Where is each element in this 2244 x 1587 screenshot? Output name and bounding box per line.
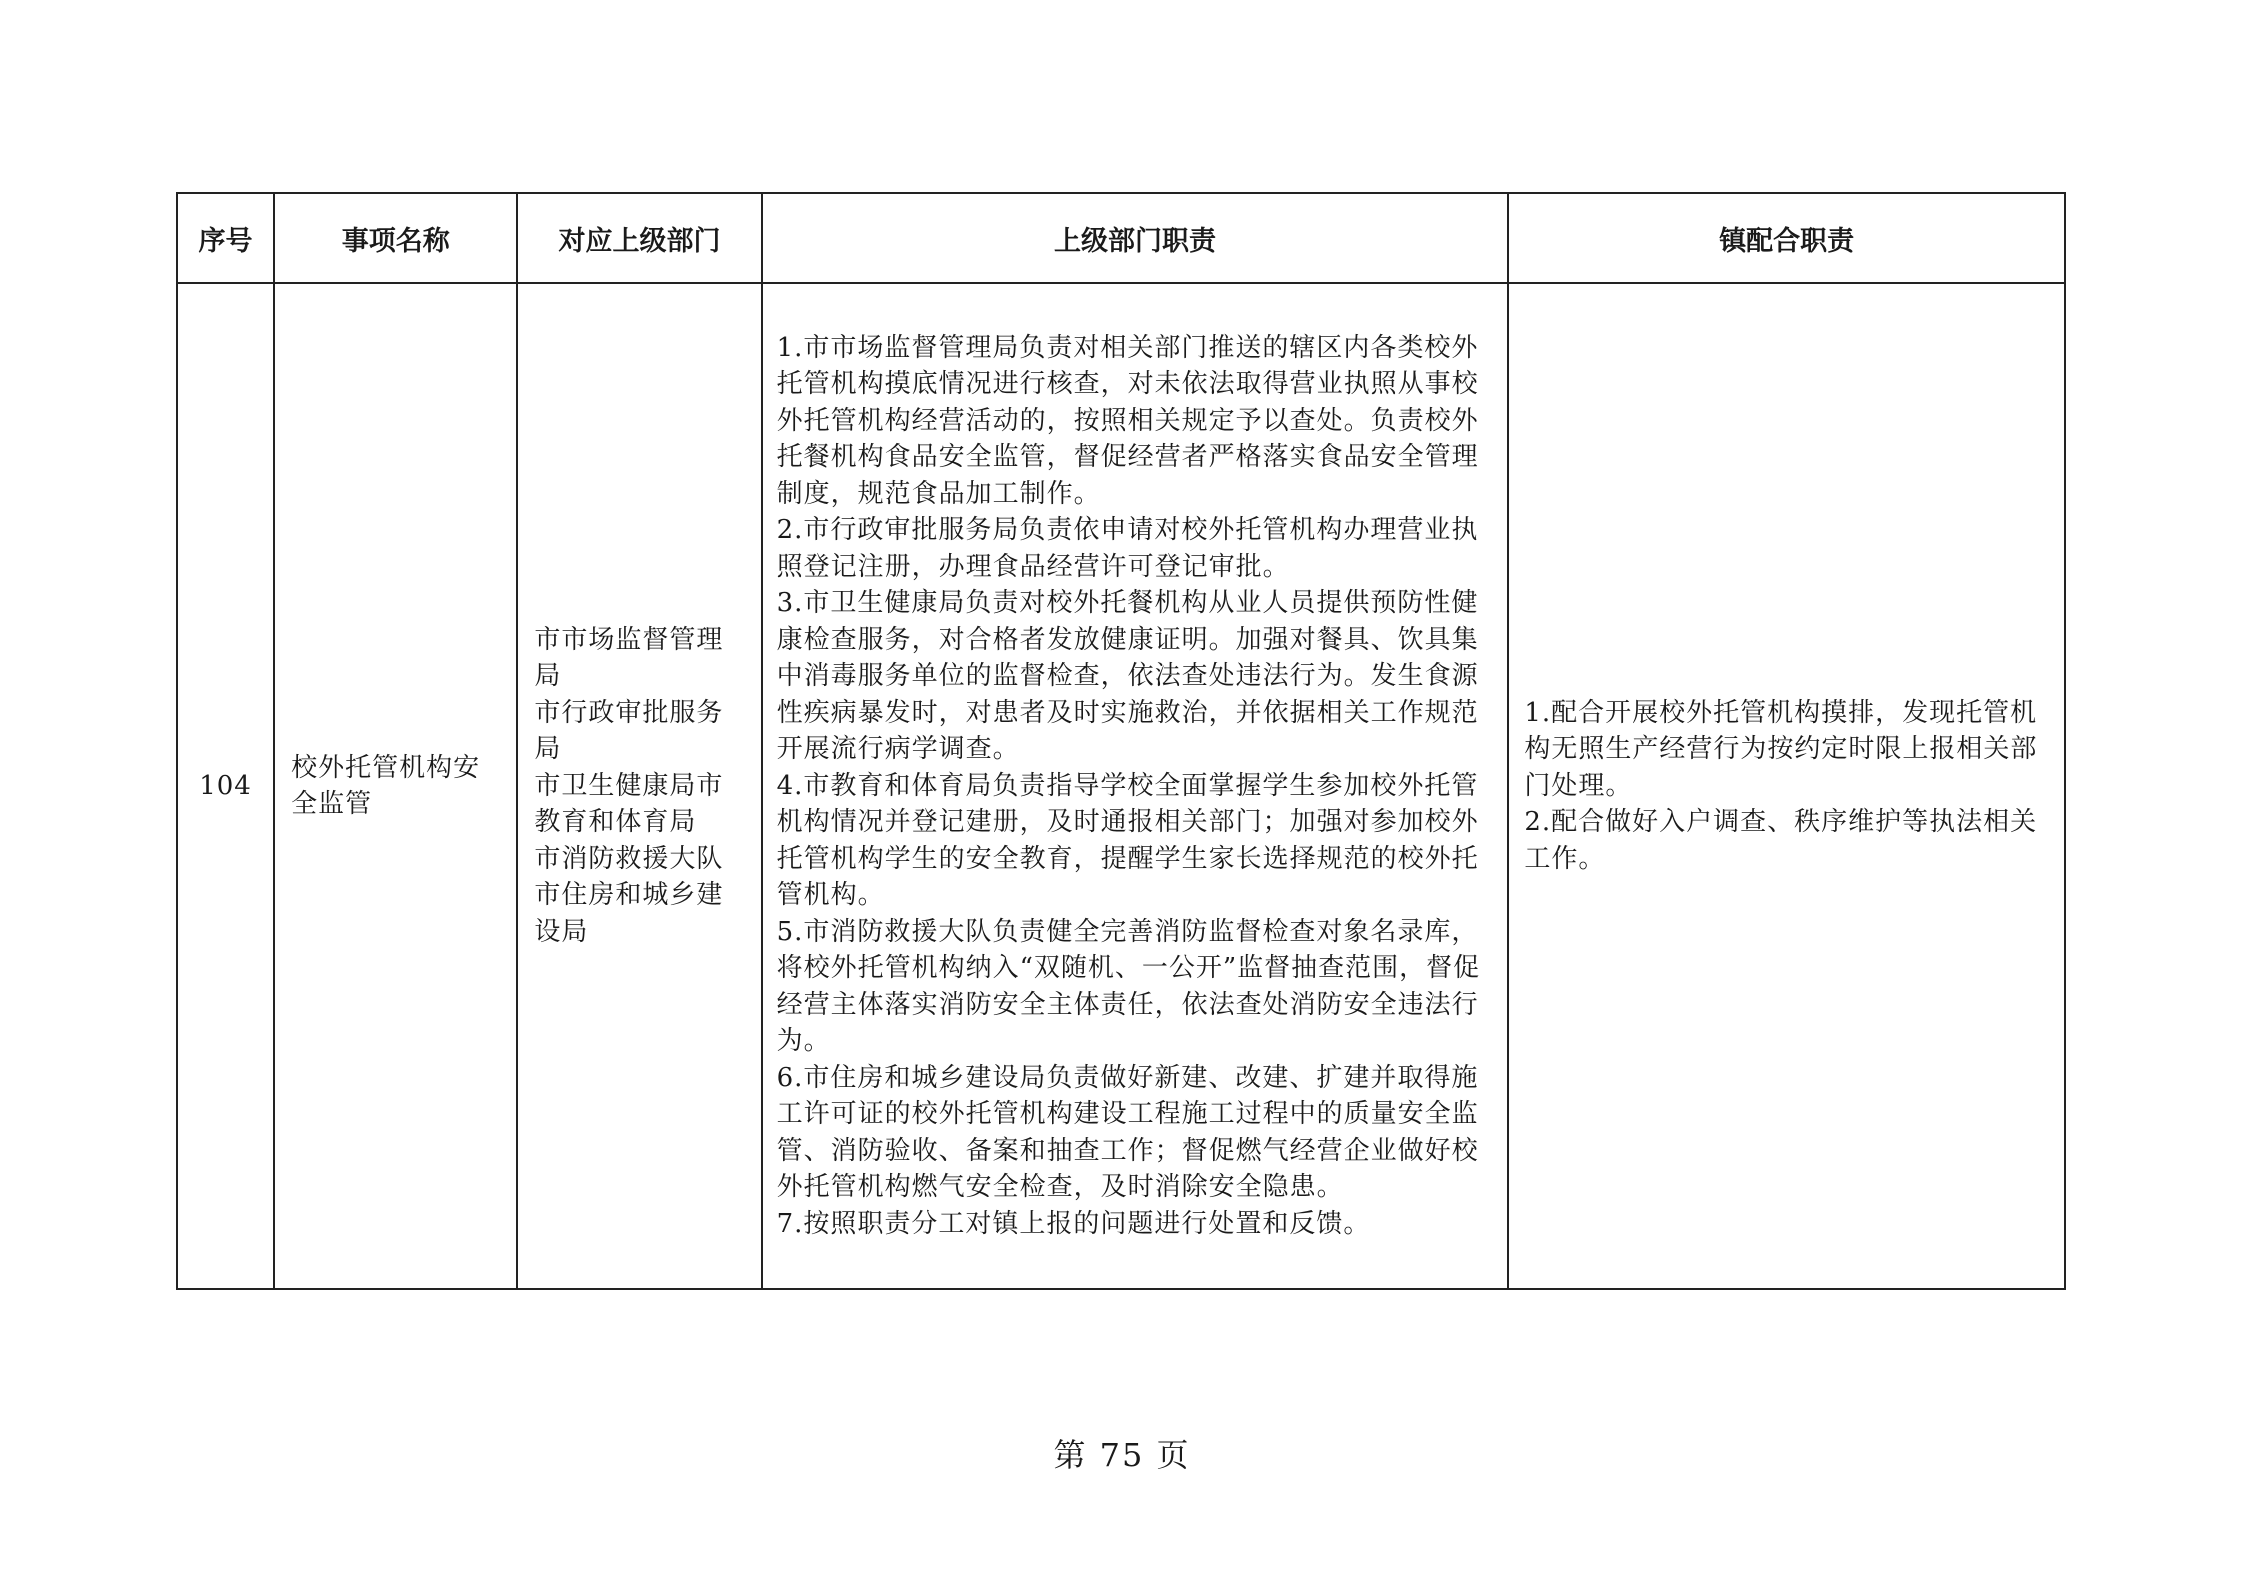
cell-item-name	[274, 283, 517, 1289]
header-seq: 序号	[177, 193, 274, 283]
cell-departments	[517, 283, 761, 1289]
department-item: 市行政审批服务局	[534, 697, 724, 765]
upper-duty-item: 7.按照职责分工对镇上报的问题进行处置和反馈。	[776, 1208, 1371, 1239]
header-town-duties: 镇配合职责	[1508, 193, 2065, 283]
upper-duty-list	[763, 330, 1508, 1243]
cell-seq: 104	[177, 283, 274, 1289]
town-duty-item: 2.配合做好入户调查、秩序维护等执法相关工作。	[1524, 807, 2038, 874]
table-row	[177, 283, 2065, 1289]
duty-table	[176, 192, 2066, 1290]
department-item: 市消防救援大队	[534, 843, 724, 874]
header-upper-duties: 上级部门职责	[762, 193, 1509, 283]
upper-duty-item: 1.市市场监督管理局负责对相关部门推送的辖区内各类校外托管机构摸底情况进行核查，对未依法取得营业执照从事校外托管机构经营活动的，按照相关规定予以查处。负责校外托餐机构食品安全监管，督促经营者严格落实食品安全管理制度，规范食品加工制作。	[776, 332, 1479, 509]
upper-duty-item: 4.市教育和体育局负责指导学校全面掌握学生参加校外托管机构情况并登记建册，及时通报相关部门；加强对参加校外托管机构学生的安全教育，提醒学生家长选择规范的校外托管机构。	[776, 770, 1479, 911]
header-department: 对应上级部门	[517, 193, 761, 283]
upper-duty-item: 6.市住房和城乡建设局负责做好新建、改建、扩建并取得施工许可证的校外托管机构建设工程施工过程中的质量安全监管、消防验收、备案和抽查工作；督促燃气经营企业做好校外托管机构燃气安全检查，及时消除安全隐患。	[776, 1062, 1479, 1203]
item-name-text: 校外托管机构安全监管	[291, 752, 481, 819]
upper-duty-item: 2.市行政审批服务局负责依申请对校外托管机构办理营业执照登记注册，办理食品经营许可登记审批。	[776, 515, 1479, 582]
upper-duty-item: 5.市消防救援大队负责健全完善消防监督检查对象名录库，将校外托管机构纳入“双随机、一公开”监督抽查范围，督促经营主体落实消防安全主体责任，依法查处消防安全违法行为。	[776, 916, 1481, 1057]
table-header-row	[177, 193, 2065, 283]
header-item-name: 事项名称	[274, 193, 517, 283]
department-item: 市卫生健康局市教育和体育局	[534, 770, 724, 838]
cell-upper-duties	[762, 283, 1509, 1289]
upper-duty-item: 3.市卫生健康局负责对校外托餐机构从业人员提供预防性健康检查服务，对合格者发放健康证明。加强对餐具、饮具集中消毒服务单位的监督检查，依法查处违法行为。发生食源性疾病暴发时，对患者及时实施救治，并依据相关工作规范开展流行病学调查。	[776, 588, 1479, 765]
page-number: 第 75 页	[1053, 1436, 1191, 1474]
cell-town-duties	[1508, 283, 2065, 1289]
department-item: 市市场监督管理局	[534, 624, 724, 692]
town-duty-list	[1509, 695, 2064, 878]
department-list	[518, 622, 760, 951]
town-duty-item: 1.配合开展校外托管机构摸排，发现托管机构无照生产经营行为按约定时限上报相关部门处理。	[1524, 697, 2038, 801]
department-item: 市住房和城乡建设局	[534, 880, 724, 947]
